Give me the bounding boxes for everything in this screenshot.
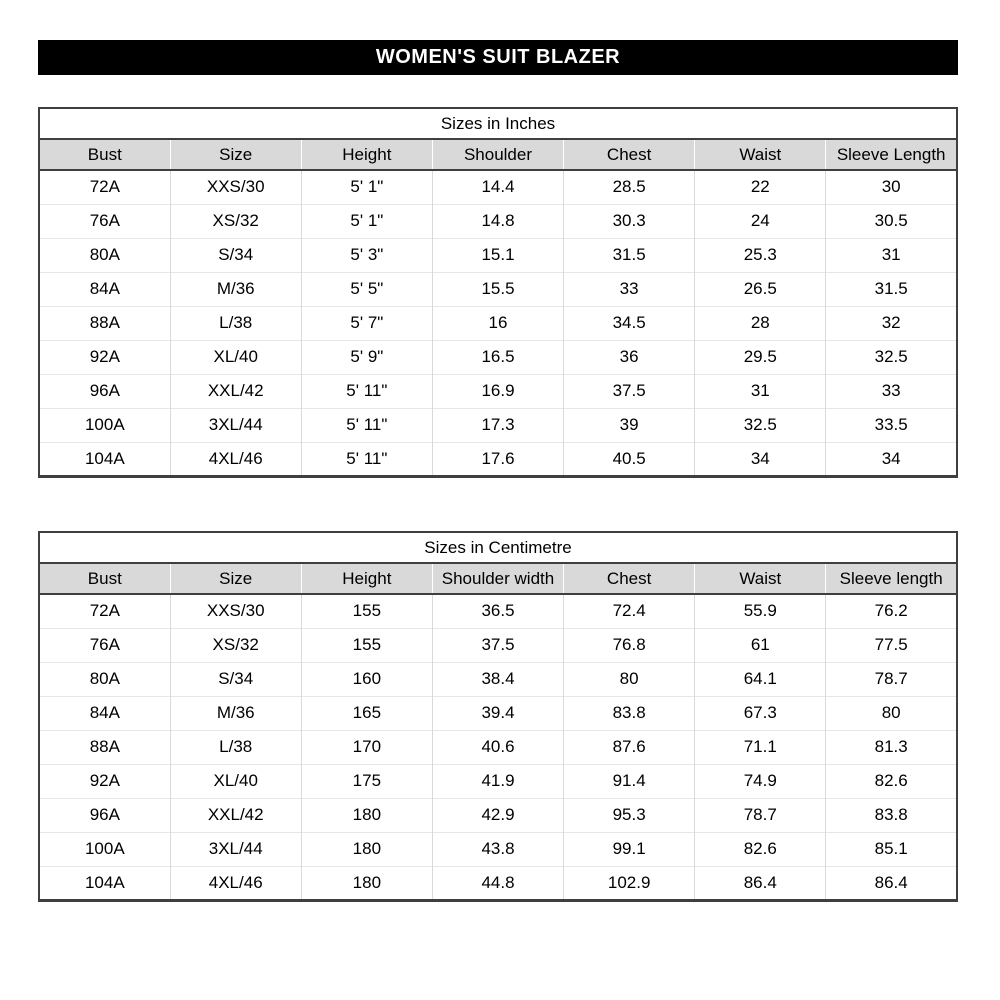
table-cell: 15.1 (432, 238, 563, 272)
table-cell: 86.4 (826, 866, 957, 900)
table-cell: 102.9 (564, 866, 695, 900)
table-cell: 76.2 (826, 594, 957, 628)
table-row (39, 306, 957, 340)
title-banner (38, 40, 958, 75)
table-cell: 81.3 (826, 730, 957, 764)
table-cell: 88A (39, 730, 170, 764)
table-cell: 80A (39, 238, 170, 272)
table-cell: 30.3 (564, 204, 695, 238)
column-header: Chest (564, 139, 695, 170)
table-row (39, 442, 957, 476)
column-header: Sleeve length (826, 563, 957, 594)
table-cell: L/38 (170, 306, 301, 340)
column-header: Shoulder width (432, 563, 563, 594)
table-cell: 3XL/44 (170, 832, 301, 866)
column-header: Height (301, 139, 432, 170)
table-cell: 95.3 (564, 798, 695, 832)
table-cell: 4XL/46 (170, 442, 301, 476)
table-cell: 43.8 (432, 832, 563, 866)
table-cell: S/34 (170, 238, 301, 272)
table-cell: 39 (564, 408, 695, 442)
table-cell: 22 (695, 170, 826, 204)
centimetre-table-section (38, 531, 958, 902)
table-row (39, 594, 957, 628)
table-cell: 15.5 (432, 272, 563, 306)
table-cell: 165 (301, 696, 432, 730)
table-cell: 61 (695, 628, 826, 662)
table-cell: XL/40 (170, 764, 301, 798)
column-header: Waist (695, 563, 826, 594)
table-cell: 72A (89, 177, 120, 197)
table-title: Sizes in Centimetre (39, 532, 957, 563)
table-row (39, 832, 957, 866)
table-row (39, 170, 957, 204)
table-cell: 71.1 (695, 730, 826, 764)
table-cell: 29.5 (695, 340, 826, 374)
column-header: Bust (39, 139, 170, 170)
table-row (39, 696, 957, 730)
table-cell: XS/32 (170, 204, 301, 238)
table-cell: 64.1 (695, 662, 826, 696)
table-cell: 88A (39, 306, 170, 340)
table-cell: 5' 11" (301, 374, 432, 408)
table-cell: 72.4 (564, 594, 695, 628)
table-title-row (39, 532, 957, 563)
table-cell: 76A (39, 204, 170, 238)
table-cell: 34 (695, 442, 826, 476)
table-cell: 175 (301, 764, 432, 798)
table-cell: XXS/30 (170, 170, 301, 204)
table-cell: 16 (432, 306, 563, 340)
page-title: WOMEN'S SUIT BLAZER (375, 46, 621, 68)
table-cell: 92A (39, 340, 170, 374)
table-cell: 76.8 (564, 628, 695, 662)
table-cell: 5' 7" (301, 306, 432, 340)
table-cell: 31 (826, 238, 957, 272)
table-cell: 100A (39, 408, 170, 442)
table-cell: 38.4 (432, 662, 563, 696)
table-cell: 32.5 (695, 408, 826, 442)
table-cell: 180 (301, 832, 432, 866)
table-cell: 82.6 (826, 764, 957, 798)
table-cell: 30 (826, 170, 957, 204)
table-cell: 92A (39, 764, 170, 798)
table-cell: M/36 (170, 272, 301, 306)
table-cell: 4XL/46 (170, 866, 301, 900)
table-row (39, 340, 957, 374)
table-cell: 34.5 (564, 306, 695, 340)
table-row (39, 730, 957, 764)
table-cell: 91.4 (564, 764, 695, 798)
table-cell: 104A (39, 442, 170, 476)
table-row (39, 662, 957, 696)
table-cell: 100A (39, 832, 170, 866)
table-cell: 31.5 (826, 272, 957, 306)
column-header: Size (170, 563, 301, 594)
table-cell: 32 (826, 306, 957, 340)
table-row (39, 764, 957, 798)
table-cell: 17.3 (432, 408, 563, 442)
size-table-centimetre (38, 531, 958, 902)
table-cell: 83.8 (826, 798, 957, 832)
table-cell: 5' 5" (301, 272, 432, 306)
table-cell: 24 (695, 204, 826, 238)
table-cell: 44.8 (432, 866, 563, 900)
table-row (39, 238, 957, 272)
table-cell: 99.1 (564, 832, 695, 866)
table-cell: 33 (564, 272, 695, 306)
table-row (39, 204, 957, 238)
table-cell: 25.3 (695, 238, 826, 272)
table-cell: 82.6 (695, 832, 826, 866)
table-cell: 37.5 (564, 374, 695, 408)
table-cell: XXL/42 (170, 374, 301, 408)
table-cell: 55.9 (695, 594, 826, 628)
column-header: Waist (695, 139, 826, 170)
table-cell: 41.9 (432, 764, 563, 798)
table-cell: 78.7 (826, 662, 957, 696)
table-cell: XXL/42 (170, 798, 301, 832)
table-cell: 87.6 (564, 730, 695, 764)
table-cell: 180 (301, 866, 432, 900)
table-cell: 36.5 (432, 594, 563, 628)
table-cell: 30.5 (826, 204, 957, 238)
table-cell: 14.8 (432, 204, 563, 238)
table-row (39, 866, 957, 900)
table-cell: 76A (39, 628, 170, 662)
table-cell: 96A (39, 374, 170, 408)
column-header: Bust (39, 563, 170, 594)
table-cell: 5' 11" (301, 442, 432, 476)
table-row (39, 628, 957, 662)
table-row (39, 798, 957, 832)
table-cell: 40.5 (564, 442, 695, 476)
table-cell: 77.5 (826, 628, 957, 662)
table-cell: 17.6 (432, 442, 563, 476)
table-cell: 31.5 (564, 238, 695, 272)
table-cell: 85.1 (826, 832, 957, 866)
table-cell: 67.3 (695, 696, 826, 730)
column-header: Height (301, 563, 432, 594)
table-cell: 5' 9" (301, 340, 432, 374)
column-header: Chest (564, 563, 695, 594)
table-title: Sizes in Inches (39, 108, 957, 139)
table-cell: 84A (39, 272, 170, 306)
size-table-inches (38, 107, 958, 478)
table-cell: XL/40 (170, 340, 301, 374)
table-header-row (39, 139, 957, 170)
table-cell: 32.5 (826, 340, 957, 374)
table-cell: 5' 1" (301, 204, 432, 238)
table-cell: 33 (826, 374, 957, 408)
column-header: Size (170, 139, 301, 170)
table-cell: XXS/30 (170, 594, 301, 628)
table-cell: 80 (564, 662, 695, 696)
table-cell: 104A (39, 866, 170, 900)
table-cell: 42.9 (432, 798, 563, 832)
table-row (39, 374, 957, 408)
table-cell: 155 (301, 628, 432, 662)
table-cell: 28.5 (564, 170, 695, 204)
table-cell: 28 (695, 306, 826, 340)
table-cell: 78.7 (695, 798, 826, 832)
table-cell: 96A (39, 798, 170, 832)
column-header: Shoulder (432, 139, 563, 170)
table-cell: 36 (564, 340, 695, 374)
table-cell: 16.9 (432, 374, 563, 408)
table-cell: 5' 1" (301, 170, 432, 204)
table-cell: L/38 (170, 730, 301, 764)
table-cell: 37.5 (432, 628, 563, 662)
table-cell: 33.5 (826, 408, 957, 442)
table-cell: 31 (695, 374, 826, 408)
table-cell: 170 (301, 730, 432, 764)
table-row (39, 272, 957, 306)
inches-table-section (38, 107, 958, 478)
table-cell: 16.5 (432, 340, 563, 374)
table-cell: 3XL/44 (170, 408, 301, 442)
table-cell: 160 (301, 662, 432, 696)
table-cell: S/34 (170, 662, 301, 696)
table-cell: 74.9 (695, 764, 826, 798)
table-cell: 40.6 (432, 730, 563, 764)
table-cell: 80 (826, 696, 957, 730)
table-cell: 39.4 (432, 696, 563, 730)
table-cell: 72A (89, 601, 120, 621)
table-cell: XS/32 (170, 628, 301, 662)
table-cell: 83.8 (564, 696, 695, 730)
table-title-row (39, 108, 957, 139)
table-cell: 5' 11" (301, 408, 432, 442)
table-row (39, 408, 957, 442)
table-cell: 80A (39, 662, 170, 696)
table-cell: 14.4 (432, 170, 563, 204)
table-cell: 86.4 (695, 866, 826, 900)
table-cell: 84A (39, 696, 170, 730)
table-header-row (39, 563, 957, 594)
table-cell: 34 (826, 442, 957, 476)
table-cell: 180 (301, 798, 432, 832)
column-header: Sleeve Length (826, 139, 957, 170)
table-cell: 26.5 (695, 272, 826, 306)
table-cell: M/36 (170, 696, 301, 730)
table-cell: 5' 3" (301, 238, 432, 272)
table-cell: 155 (301, 594, 432, 628)
